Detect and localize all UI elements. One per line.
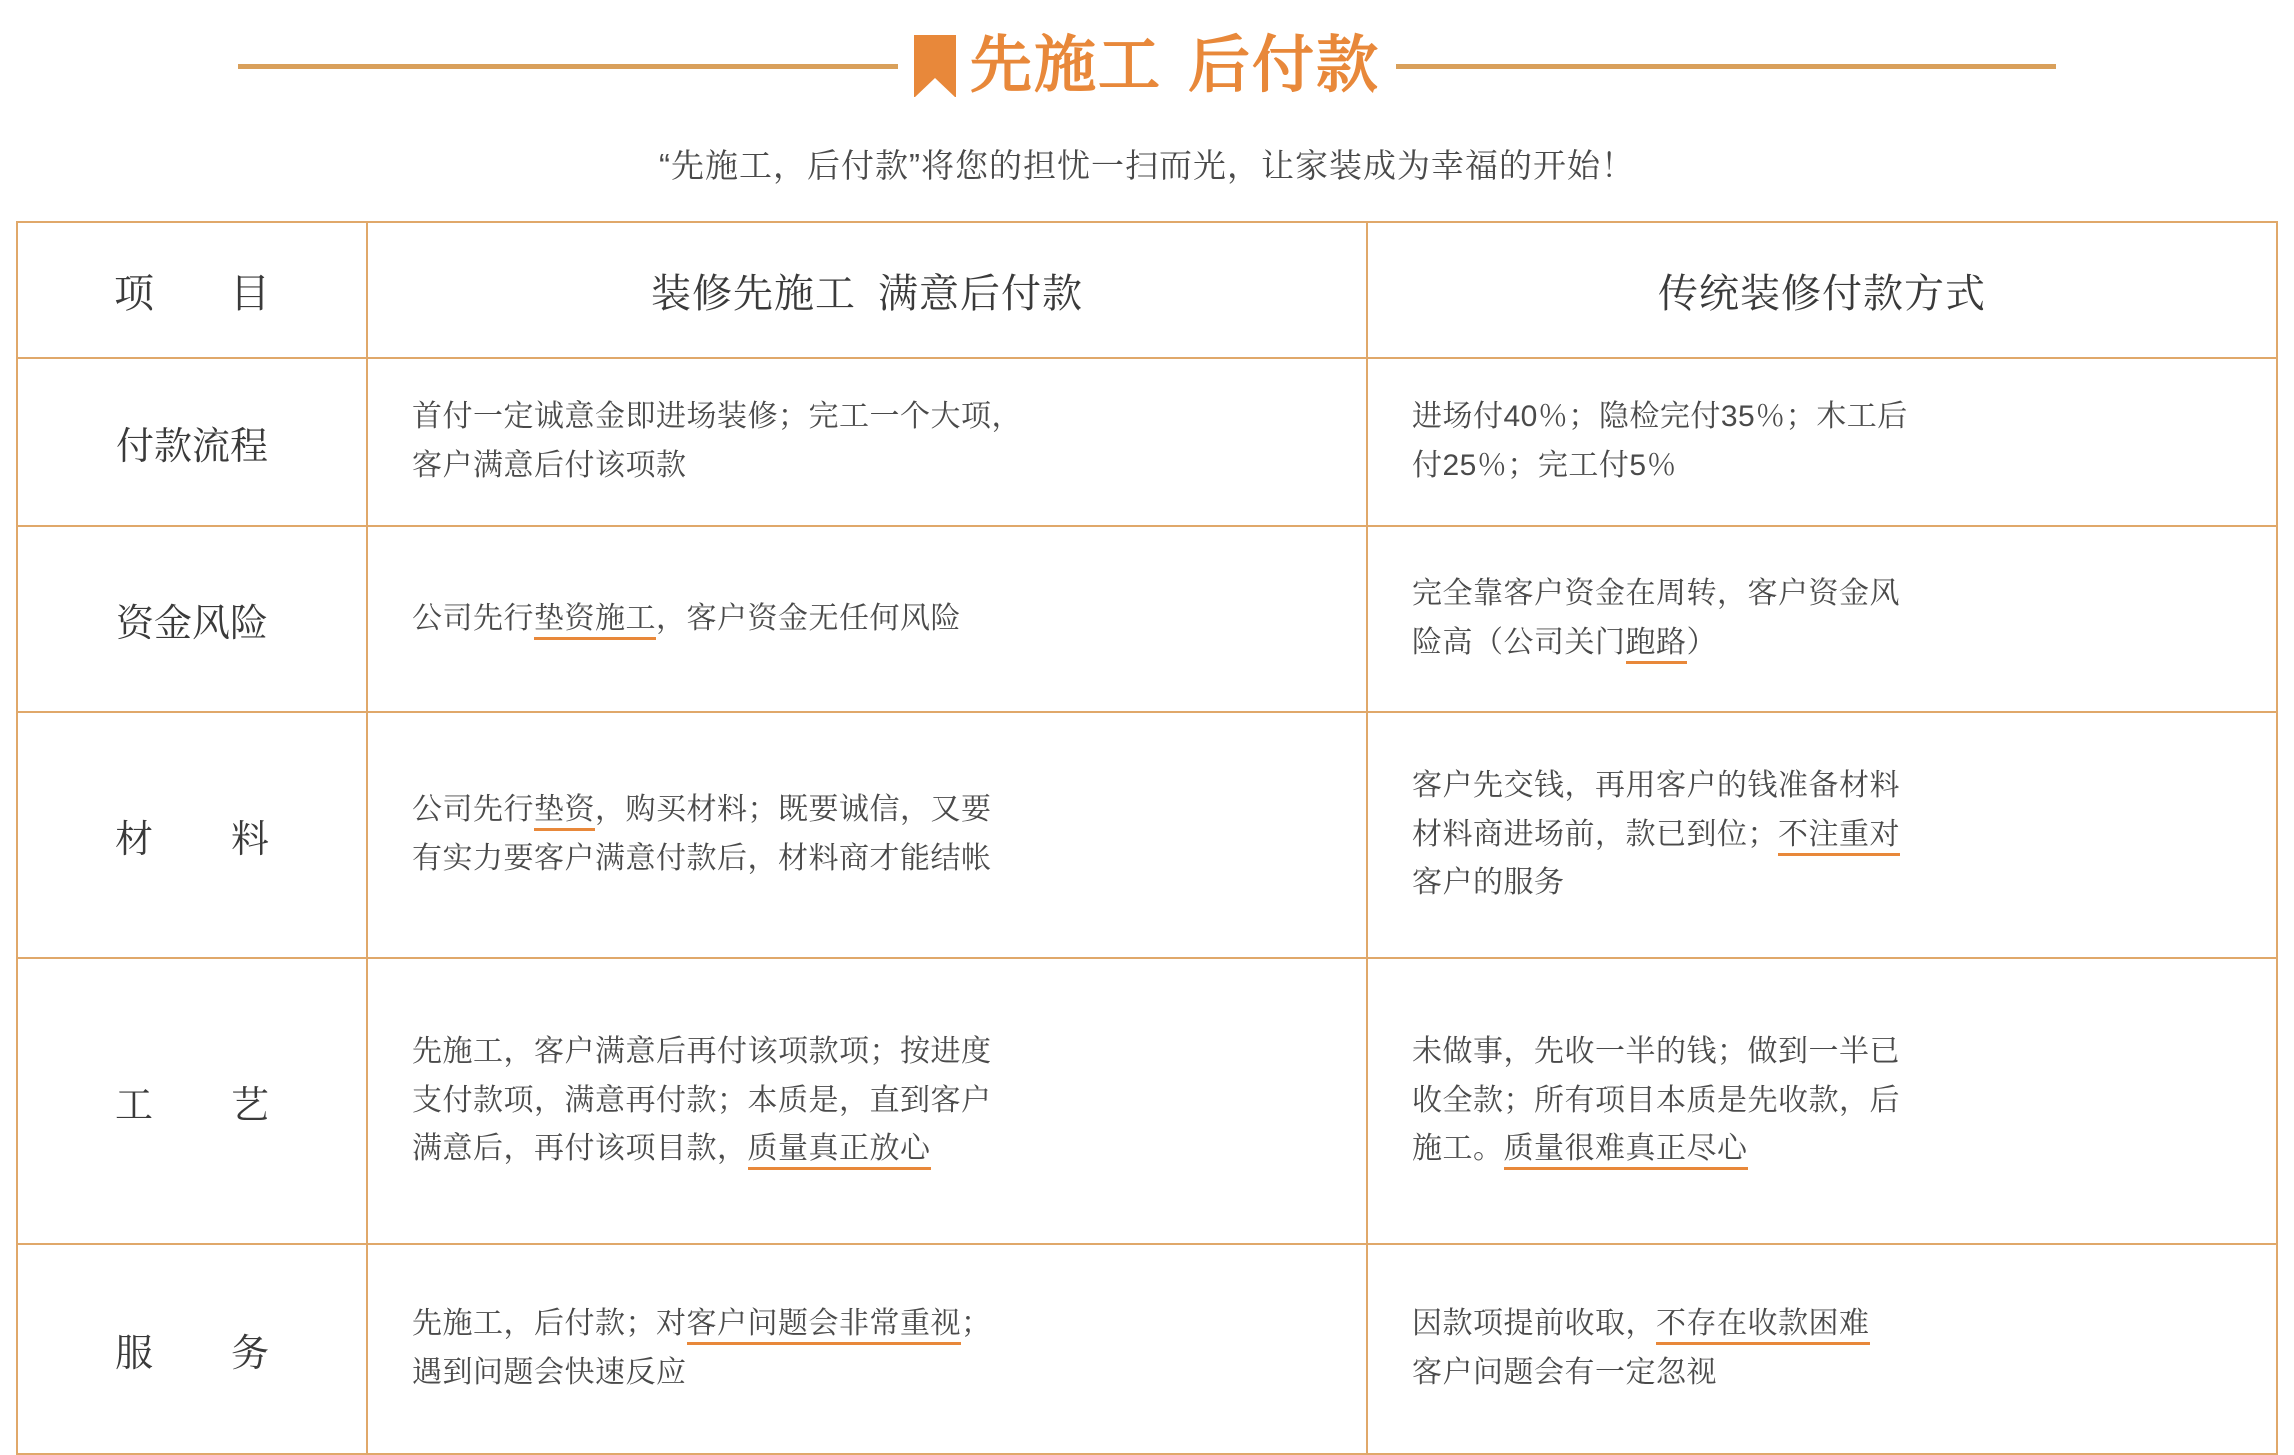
cell-line	[412, 1125, 1332, 1174]
page-title	[969, 31, 1381, 100]
row-label: 付款流程	[17, 358, 367, 526]
plain-text: 遇到问题会快速反应	[412, 1356, 687, 1389]
cell-line	[1412, 1300, 2242, 1349]
cell-line	[1412, 859, 2242, 908]
plain-text: 公司先行	[412, 601, 534, 635]
highlight-text: 客户问题会非常重视	[687, 1307, 962, 1345]
cell-traditional-mode	[1367, 958, 2277, 1244]
table-row	[17, 958, 2277, 1244]
cell-line	[1412, 762, 2242, 811]
cell-traditional-mode	[1367, 526, 2277, 712]
plain-text: ）	[1686, 626, 1717, 659]
row-label: 资金风险	[17, 526, 367, 712]
cell-traditional-mode	[1367, 1244, 2277, 1454]
cell-line	[412, 786, 1332, 835]
table-row	[17, 358, 2277, 526]
cell-line	[1412, 1349, 2242, 1398]
plain-text: 有实力要客户满意付款后，材料商才能结帐	[412, 842, 992, 875]
plain-text: 付25％；完工付5％	[1412, 449, 1678, 482]
cell-line	[1412, 1077, 2242, 1126]
cell-line	[1412, 442, 2242, 491]
plain-text: 支付款项，满意再付款；本质是，直到客户	[412, 1083, 992, 1117]
row-label: 服 务	[17, 1244, 367, 1454]
cell-line	[1412, 393, 2242, 442]
plain-text: 施工。	[1412, 1132, 1504, 1166]
cell-new-mode	[367, 526, 1367, 712]
highlight-text: 跑路	[1626, 626, 1687, 664]
cell-new-mode	[367, 358, 1367, 526]
cell-line	[412, 1300, 1332, 1349]
table-header-new-mode-part2: 满意后付款	[878, 271, 1083, 316]
page-subtitle: “先施工，后付款”将您的担忧一扫而光，让家装成为幸福的开始！	[659, 147, 1635, 184]
row-label: 工 艺	[17, 958, 367, 1244]
highlight-text: 垫资施工	[534, 602, 656, 640]
cell-line	[1412, 570, 2242, 619]
table-body	[17, 358, 2277, 1454]
plain-text: 客户的服务	[1412, 866, 1565, 900]
plain-text: 险高（公司关门	[1412, 626, 1626, 659]
cell-line	[1412, 619, 2242, 668]
cell-line	[412, 442, 1332, 491]
table-row	[17, 526, 2277, 712]
cell-new-mode	[367, 958, 1367, 1244]
cell-line	[412, 835, 1332, 884]
header-rule-right	[1396, 64, 2056, 69]
cell-new-mode	[367, 712, 1367, 958]
table-header-traditional-mode: 传统装修付款方式	[1367, 222, 2277, 358]
plain-text: 首付一定诚意金即进场装修；完工一个大项，	[412, 400, 1022, 434]
header-title-wrap	[914, 31, 1381, 100]
highlight-text: 质量真正放心	[748, 1132, 931, 1170]
plain-text: 公司先行	[412, 793, 534, 827]
plain-text: ，购买材料；既要诚信，又要	[595, 793, 992, 827]
cell-line	[412, 595, 1332, 644]
page-header	[0, 10, 2294, 122]
plain-text: 收全款；所有项目本质是先收款，后	[1412, 1083, 1900, 1117]
highlight-text: 垫资	[534, 793, 595, 831]
table-row	[17, 1244, 2277, 1454]
header-rule-left	[238, 64, 898, 69]
plain-text: 材料商进场前，款已到位；	[1412, 817, 1778, 851]
cell-line	[1412, 811, 2242, 860]
highlight-text: 质量很难真正尽心	[1504, 1132, 1748, 1170]
plain-text: 未做事，先收一半的钱；做到一半已	[1412, 1035, 1900, 1069]
table-header-new-mode-part1: 装修先施工	[651, 271, 856, 316]
page-title-part1: 先施工	[969, 31, 1162, 100]
cell-line	[412, 1077, 1332, 1126]
cell-traditional-mode	[1367, 712, 2277, 958]
comparison-table	[16, 221, 2278, 1455]
highlight-text: 不存在收款困难	[1656, 1307, 1870, 1345]
cell-traditional-mode	[1367, 358, 2277, 526]
plain-text: 满意后，再付该项目款，	[412, 1132, 748, 1166]
plain-text: 客户问题会有一定忽视	[1412, 1356, 1717, 1389]
cell-line	[412, 393, 1332, 442]
plain-text: ；	[961, 1307, 992, 1341]
cell-line	[412, 1028, 1332, 1077]
cell-line	[1412, 1028, 2242, 1077]
row-label: 材 料	[17, 712, 367, 958]
plain-text: 先施工，客户满意后再付该项款项；按进度	[412, 1035, 992, 1069]
plain-text: 完全靠客户资金在周转，客户资金风	[1412, 577, 1900, 611]
cell-line	[412, 1349, 1332, 1398]
bookmark-icon	[914, 35, 956, 97]
plain-text: 先施工，后付款；对	[412, 1307, 687, 1341]
plain-text: 因款项提前收取，	[1412, 1307, 1656, 1341]
page-title-part2: 后付款	[1188, 31, 1381, 100]
table-row	[17, 712, 2277, 958]
table-header-item: 项 目	[17, 222, 367, 358]
cell-new-mode	[367, 1244, 1367, 1454]
plain-text: 客户先交钱，再用客户的钱准备材料	[1412, 769, 1900, 803]
plain-text: 客户满意后付该项款	[412, 449, 687, 482]
page-root	[0, 10, 2294, 1417]
table-header-new-mode	[367, 222, 1367, 358]
table-header-row	[17, 222, 2277, 358]
plain-text: ，客户资金无任何风险	[656, 601, 961, 635]
highlight-text: 不注重对	[1778, 818, 1900, 856]
cell-line	[1412, 1125, 2242, 1174]
plain-text: 进场付40％；隐检完付35％；木工后	[1412, 400, 1908, 434]
